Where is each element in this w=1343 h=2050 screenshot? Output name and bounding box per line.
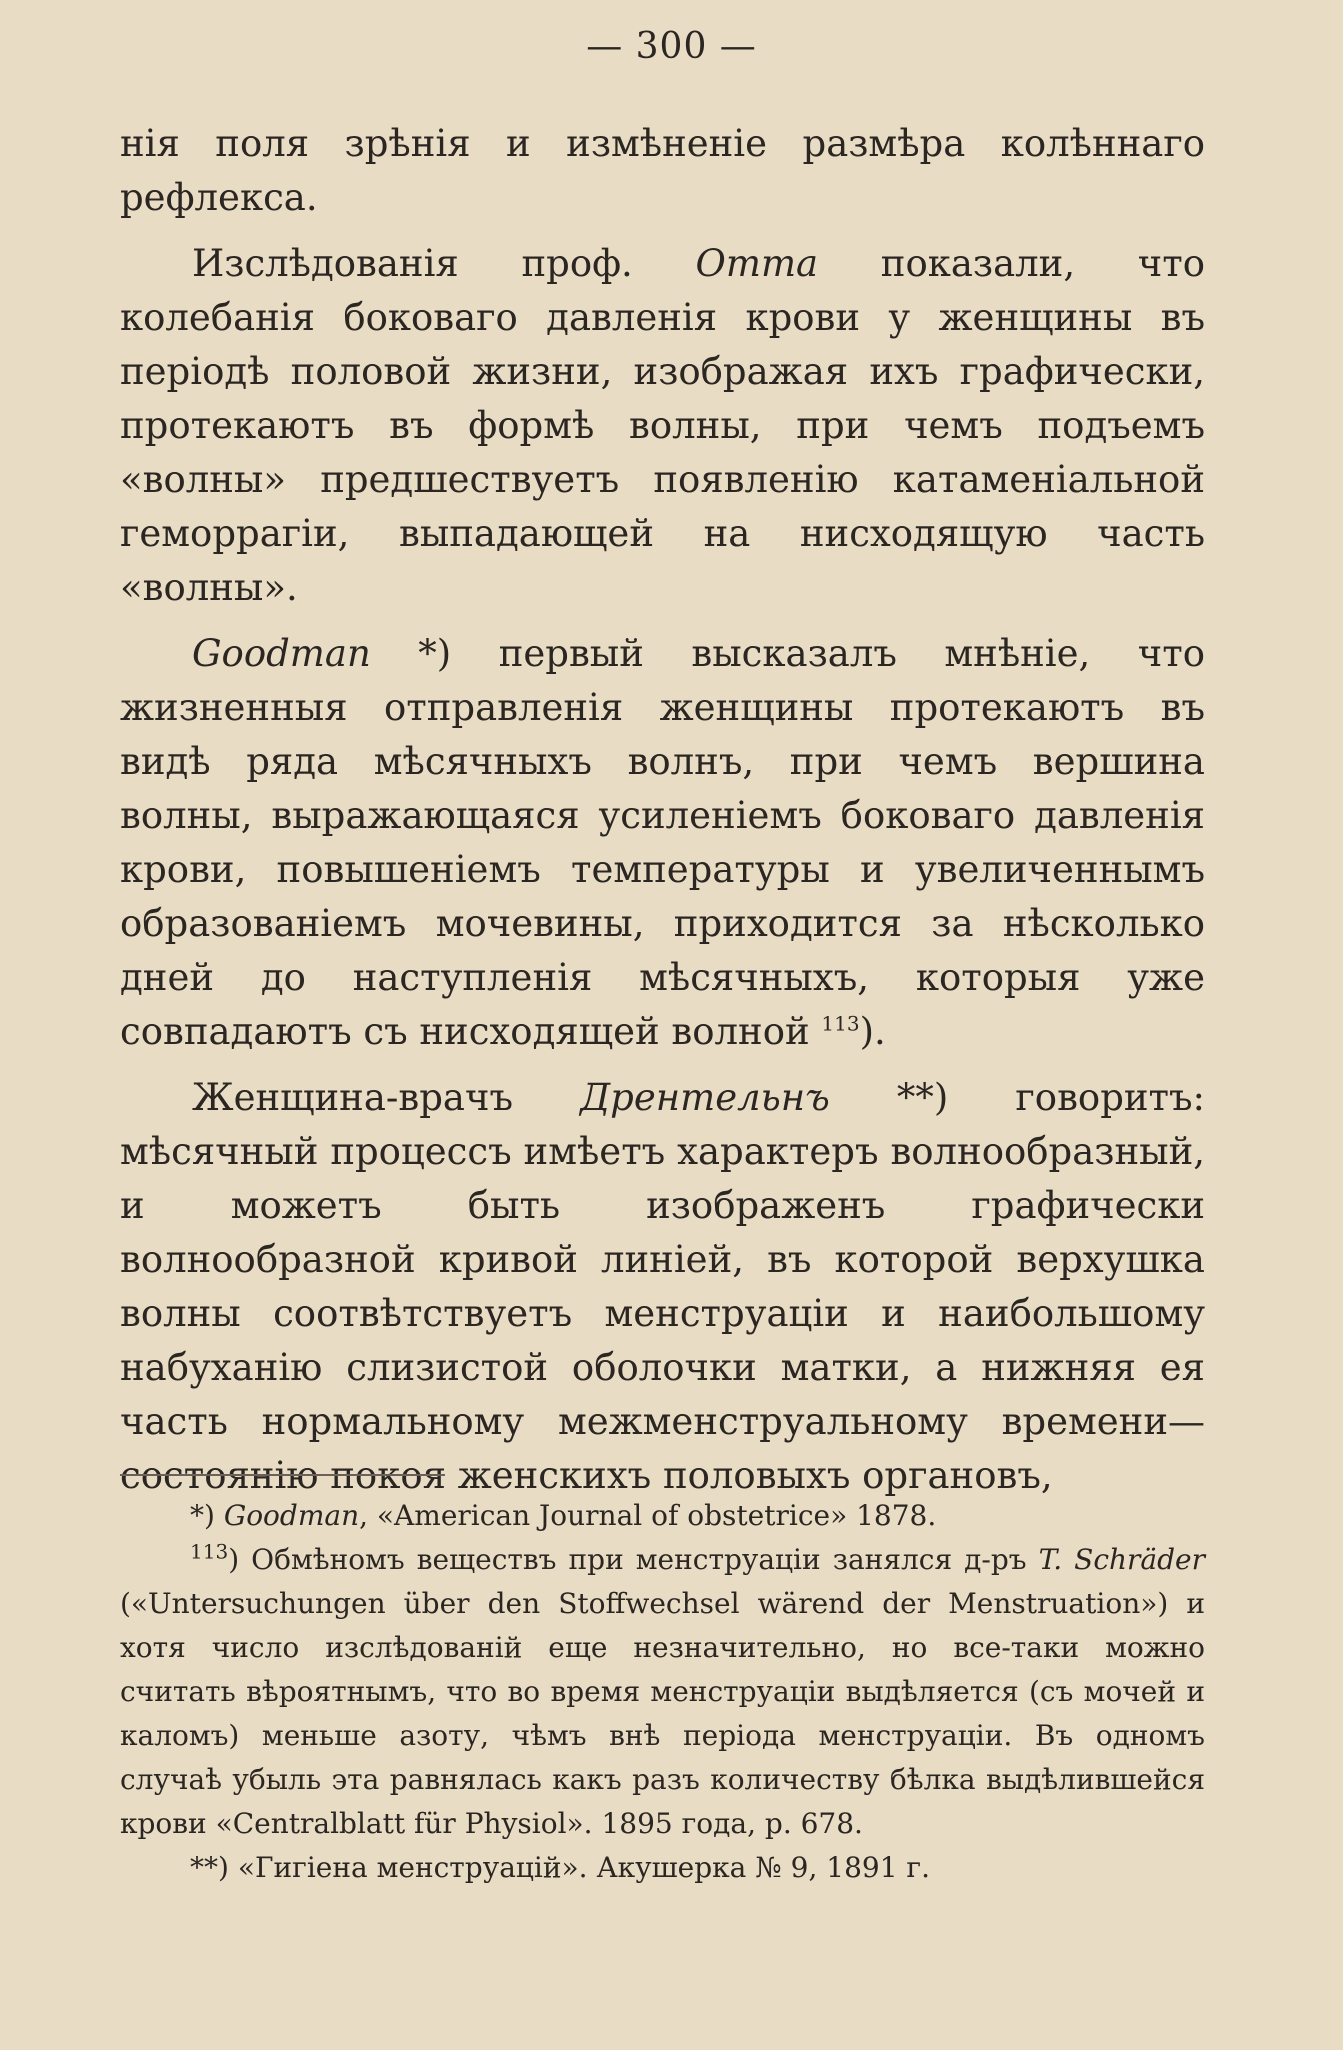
paragraph-4	[120, 1071, 1205, 1503]
paragraph-1	[120, 117, 1205, 225]
paragraph-text: Изслѣдованія проф.	[192, 242, 696, 285]
paragraph-3	[120, 627, 1205, 1059]
footnotes	[120, 1494, 1205, 1890]
footnote-mark: **)	[190, 1851, 238, 1884]
footnote-2	[120, 1538, 1205, 1846]
footnote-text: («Untersuchungen über den Stoffwechsel wärend der Menstruation») и хотя число изслѣдованій еще незначительно, но все-таки можно считать вѣроятнымъ, что во время менструаціи выдѣляется (съ мочей и каломъ) меньше азоту, чѣмъ внѣ періода менструаціи. Въ одномъ случаѣ убыль эта равнялась какъ разъ количеству бѣлка выдѣлившейся крови «Centralblatt für Physiol». 1895 года, p. 678.	[120, 1587, 1205, 1840]
footnote-text: «Гигіена менструацій». Акушерка № 9, 1891 г.	[237, 1851, 930, 1884]
footnote-1	[120, 1494, 1205, 1538]
paragraph-text: нія поля зрѣнія и измѣненіе размѣра колѣннаго рефлекса.	[120, 122, 1205, 219]
author-name: T. Schräder	[1038, 1543, 1206, 1576]
footnote-3	[120, 1846, 1205, 1890]
paragraph-text: ).	[859, 1010, 886, 1053]
footnote-text: , «American Journal of obstetrice» 1878.	[359, 1499, 937, 1532]
paragraph-2	[120, 237, 1205, 615]
footnote-reference[interactable]: 113	[821, 1011, 860, 1036]
footnote-mark: *)	[190, 1499, 224, 1532]
main-text	[120, 117, 1205, 1515]
footnote-mark: 113	[190, 1539, 229, 1564]
paragraph-text: Женщина-врачъ	[192, 1076, 581, 1119]
paragraph-text: показали, что колебанія боковаго давленія крови у женщины въ періодѣ половой жизни, изображая ихъ графически, протекаютъ въ формѣ волны, при чемъ подъемъ «волны» предшествуетъ появленію катаменіальной геморрагіи, выпадающей на нисходящую часть «волны».	[120, 242, 1205, 609]
paragraph-text: **) говоритъ: мѣсячный процессъ имѣетъ характеръ волнообразный, и можетъ быть изображенъ графически волнообразной кривой линіей, въ которой верхушка волны соотвѣтствуетъ менструаціи и наибольшому набуханію слизистой оболочки матки, а нижняя ея часть нормальному межменструальному времени—состоянію покоя женскихъ половыхъ органовъ,	[120, 1076, 1206, 1497]
author-name: Отта	[695, 242, 819, 285]
footnote-text: ) Обмѣномъ веществъ при менструаціи занялся д-ръ	[228, 1543, 1039, 1576]
author-name: Goodman	[192, 632, 371, 675]
author-name: Goodman	[223, 1499, 360, 1532]
footnote-divider	[120, 1474, 445, 1476]
author-name: Дрентельнъ	[580, 1076, 830, 1119]
paragraph-text: *) первый высказалъ мнѣніе, что жизненныя отправленія женщины протекаютъ въ видѣ ряда мѣсячныхъ волнъ, при чемъ вершина волны, выражающаяся усиленіемъ боковаго давленія крови, повышеніемъ температуры и увеличеннымъ образованіемъ мочевины, приходится за нѣсколько дней до наступленія мѣсячныхъ, которыя уже совпадаютъ съ нисходящей волной	[120, 632, 1205, 1053]
page-number: — 300 —	[586, 26, 757, 67]
